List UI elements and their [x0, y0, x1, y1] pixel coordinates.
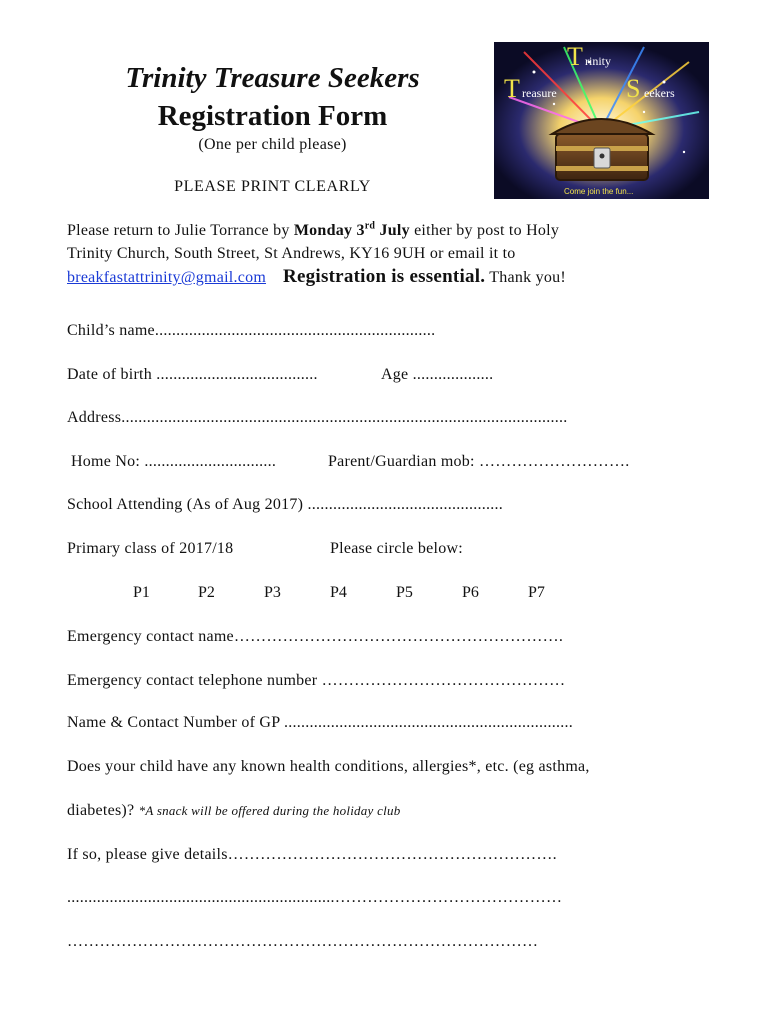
logo-t1-rest: rinity	[585, 54, 611, 68]
logo-tagline: Come join the fun...	[564, 187, 634, 196]
logo-s-rest: eekers	[644, 86, 675, 100]
print-clearly-instruction: PLEASE PRINT CLEARLY	[174, 178, 371, 195]
snack-note: *A snack will be offered during the holiday club	[138, 803, 401, 818]
registration-essential: Registration is essential.	[283, 266, 486, 287]
parent-mob-field[interactable]: Parent/Guardian mob: ……………………….	[328, 453, 630, 470]
class-option-p6[interactable]: P6	[462, 584, 479, 601]
health-question: Does your child have any known health conditions, allergies*, etc. (eg asthma,	[67, 758, 590, 775]
email-link[interactable]: breakfastattrinity@gmail.com	[67, 269, 267, 286]
details-field[interactable]: If so, please give details…………………………………………………….	[67, 846, 557, 863]
form-subtitle: Registration Form	[157, 100, 388, 132]
school-field[interactable]: School Attending (As of Aug 2017) ..............................................	[67, 496, 503, 513]
health-question-cont: diabetes)? *A snack will be offered during the holiday club	[67, 802, 401, 819]
class-option-p5[interactable]: P5	[396, 584, 413, 601]
treasure-chest-logo	[494, 42, 709, 199]
intro-line-2: Trinity Church, South Street, St Andrews, KY16 9UH or email it to	[67, 245, 516, 262]
class-option-p1[interactable]: P1	[133, 584, 150, 601]
details-blank-line-1[interactable]: ...............................................................……………………………………	[67, 889, 563, 906]
address-field[interactable]: Address.........................................................................................................	[67, 409, 568, 426]
emergency-name-field[interactable]: Emergency contact name…………………………………………………….	[67, 628, 564, 645]
form-title: Trinity Treasure Seekers	[125, 62, 420, 94]
class-option-p3[interactable]: P3	[264, 584, 281, 601]
class-option-p4[interactable]: P4	[330, 584, 347, 601]
class-option-p7[interactable]: P7	[528, 584, 545, 601]
form-note: (One per child please)	[198, 136, 347, 153]
logo-t2-rest: reasure	[522, 86, 557, 100]
circle-below-label: Please circle below:	[330, 540, 463, 557]
logo-t2: T	[504, 74, 520, 103]
emergency-tel-field[interactable]: Emergency contact telephone number ………………………………………	[67, 672, 566, 689]
child-name-field[interactable]: Child’s name..................................................................	[67, 322, 436, 339]
logo-s: S	[626, 74, 641, 103]
dob-field[interactable]: Date of birth ......................................	[67, 366, 318, 383]
class-option-p2[interactable]: P2	[198, 584, 215, 601]
age-field[interactable]: Age ...................	[381, 366, 494, 383]
intro-line-1: Please return to Julie Torrance by Monday 3rd July either by post to Holy	[67, 220, 560, 239]
logo-t1: T	[567, 42, 583, 71]
details-blank-line-2[interactable]: ……………………………………………………………………………	[67, 933, 539, 950]
gp-field[interactable]: Name & Contact Number of GP ....................................................................	[67, 714, 574, 731]
home-no-field[interactable]: Home No: ...............................	[71, 453, 277, 470]
primary-class-label: Primary class of 2017/18	[67, 540, 234, 557]
intro-line-3: breakfastattrinity@gmail.com Registration is essential. Thank you!	[67, 266, 566, 287]
